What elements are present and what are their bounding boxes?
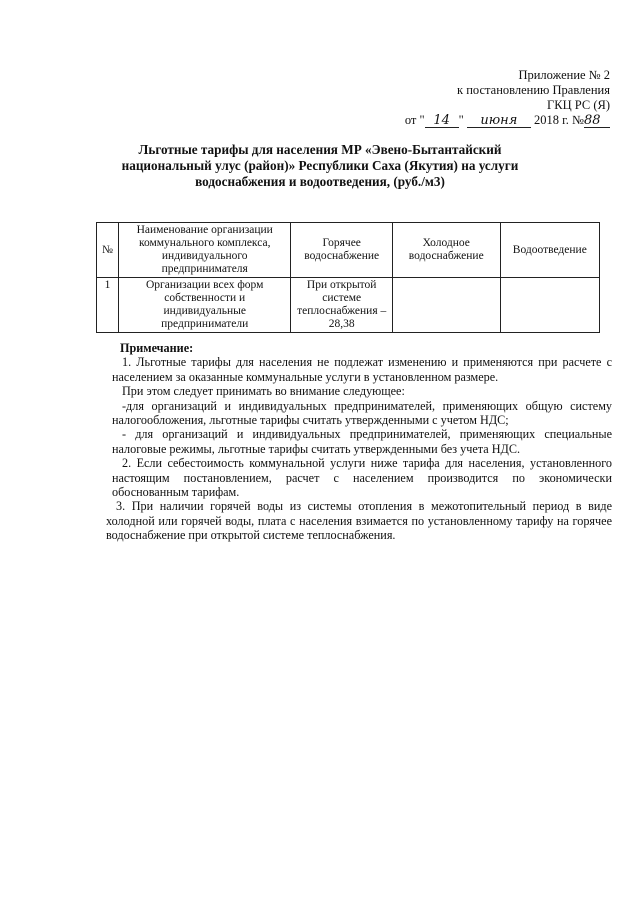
- table-header-row: [97, 223, 600, 278]
- date-month: июня: [467, 114, 531, 128]
- resolution-number: 88: [584, 114, 610, 128]
- note-2: 2. Если себестоимость коммунальной услуги ниже тарифа для населения, установленного настоящим постановлением, расчет с населением производится по экономически обоснованным тарифам.: [112, 456, 612, 500]
- appendix-resolution: к постановлению Правления: [457, 83, 610, 97]
- note-1-vat-special: - для организаций и индивидуальных предпринимателей, применяющих специальные налоговые режимы, льготные тарифы считать утвержденными без учета НДС.: [112, 427, 612, 456]
- notes-section: [106, 341, 612, 543]
- date-mid: ": [458, 113, 464, 127]
- appendix-date-line: [310, 113, 610, 128]
- date-year: 2018 г. №: [533, 113, 584, 127]
- date-prefix: от ": [404, 113, 425, 127]
- header-sewerage: Водоотведение: [500, 223, 599, 278]
- document-title: Льготные тарифы для населения МР «Эвено-Бытантайский национальный улус (район)» Республики Саха (Якутия) на услуги водоснабжения и водоотведения, (руб./м3): [121, 142, 519, 189]
- row-number: 1: [97, 278, 119, 333]
- table-row: [97, 278, 600, 333]
- appendix-authority: ГКЦ РС (Я): [547, 98, 610, 112]
- row-cold-water: [392, 278, 500, 333]
- header-organization: Наименование организации коммунального комплекса, индивидуального предпринимателя: [118, 223, 291, 278]
- header-number: №: [97, 223, 119, 278]
- notes-heading: Примечание:: [120, 341, 194, 355]
- appendix-header: [310, 68, 610, 128]
- note-1-intro: При этом следует принимать во внимание следующее:: [122, 384, 405, 399]
- appendix-title: Приложение № 2: [518, 68, 610, 82]
- tariff-table: [96, 222, 600, 333]
- header-cold-water: Холодное водоснабжение: [392, 223, 500, 278]
- note-1: 1. Льготные тарифы для населения не подлежат изменению и применяются при расчете с населением за оказанные коммунальные услуги в установленном размере.: [112, 355, 612, 384]
- row-sewerage: [500, 278, 599, 333]
- row-hot-water: При открытой системе теплоснабжения – 28,38: [291, 278, 392, 333]
- date-day: 14: [425, 114, 459, 128]
- header-hot-water: Горячее водоснабжение: [291, 223, 392, 278]
- note-3: 3. При наличии горячей воды из системы отопления в межотопительный период в виде холодной или горячей воды, плата с населения взимается по установленному тарифу на горячее водоснабжение при открытой системе теплоснабжения.: [106, 499, 612, 543]
- note-1-vat-general: -для организаций и индивидуальных предпринимателей, применяющих общую систему налогообложения, льготные тарифы считать утвержденными с учетом НДС;: [112, 398, 612, 428]
- row-organization: Организации всех форм собственности и индивидуальные предприниматели: [118, 278, 291, 333]
